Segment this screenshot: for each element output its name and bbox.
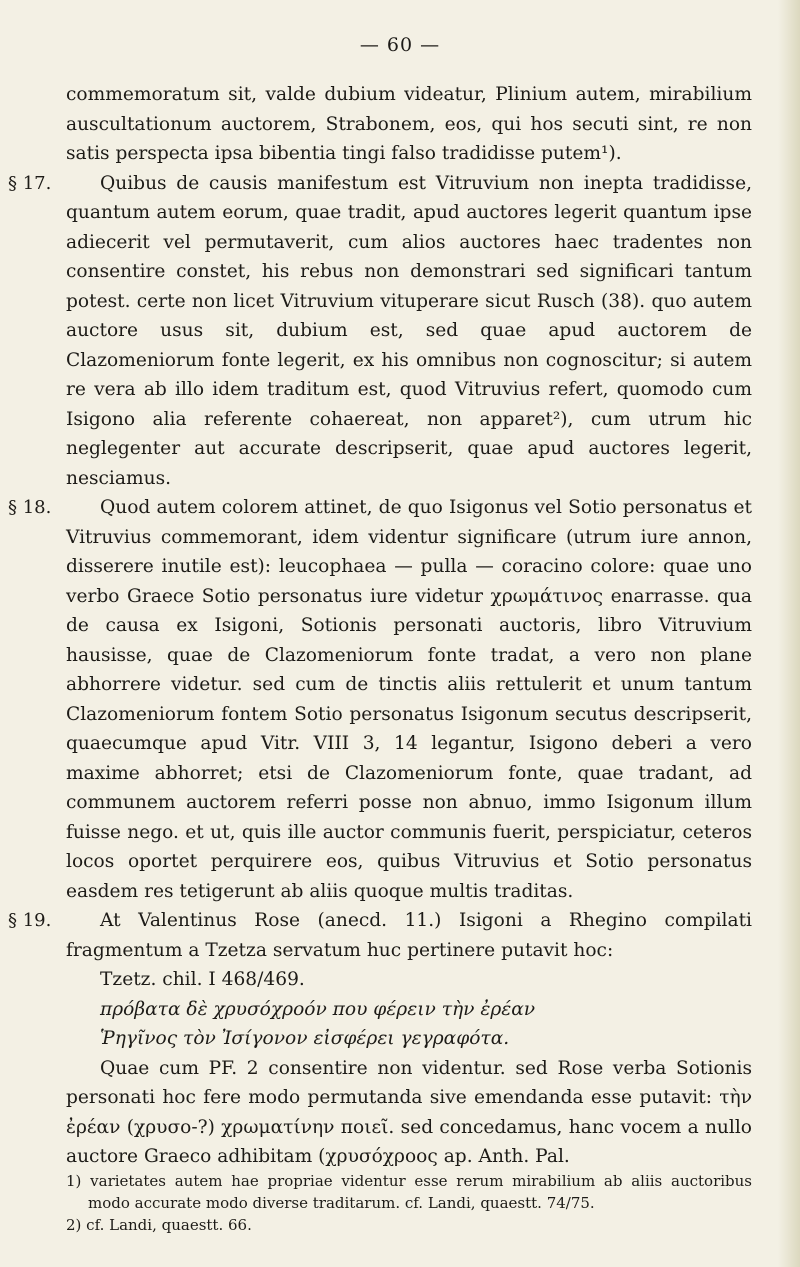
footnotes bbox=[66, 1170, 752, 1236]
page-number: — 60 — bbox=[359, 34, 441, 56]
section-number: § 19. bbox=[8, 910, 52, 931]
paragraph-section-19 bbox=[8, 906, 752, 965]
section-number: § 18. bbox=[8, 497, 52, 518]
greek-verse-line: πρόβατα δὲ χρυσόχροόν που φέρειν τὴν ἐρέαν bbox=[100, 998, 536, 1020]
footnote: 2) cf. Landi, quaestt. 66. bbox=[66, 1216, 252, 1234]
paragraph-text: Quod autem colorem attinet, de quo Isigonus vel Sotio personatus et Vitruvius commemorant, idem videntur significare (utrum iure annon, disserere inutile est): leucophaea — pulla — coracino colore: quae uno verbo Graece Sotio personatus iure videtur χρωμάτινος enarrasse. qua de causa ex Isigoni, Sotionis personati auctoris, libro Vitruvium hausisse, quae de Clazomeniorum fonte tradat, a vero non plane abhorrere videtur. sed cum de tinctis aliis rettulerit et unum tantum Clazomeniorum fontem Sotio personatus Isigonum secutus descripserit, quaecumque apud Vitr. VIII 3, 14 legantur, Isigono deberi a vero maxime abhorret; etsi de Clazomeniorum fonte, quae tradant, ad communem auctorem referri posse non abnuo, immo Isigonum illum fuisse nego. et ut, quis ille auctor communis fuerit, perspiciatur, ceteros locos oportet perquirere eos, quibus Vitruvius et Sotio personatus easdem res tetigerunt ab aliis quoque multis traditas. bbox=[66, 497, 752, 902]
paragraph-section-17 bbox=[8, 169, 752, 494]
paragraph-text: commemoratum sit, valde dubium videatur, Plinium autem, mirabilium auscultationum auctorem, Strabonem, eos, qui hos secuti sint, re non satis perspecta ipsa bibentia tingi falso tradidisse putem¹). bbox=[66, 84, 752, 164]
section-number: § 17. bbox=[8, 172, 52, 194]
paragraph-closing bbox=[66, 1054, 752, 1172]
paragraph-section-18 bbox=[8, 493, 752, 906]
greek-verse-line: Ῥηγῖνος τὸν Ἰσίγονον εἰσφέρει γεγραφότα. bbox=[100, 1028, 510, 1049]
main-text bbox=[8, 80, 752, 1172]
paragraph-text: At Valentinus Rose (anecd. 11.) Isigoni a Rhegino compilati fragmentum a Tzetza servatum huc pertinere putavit hoc: bbox=[66, 910, 752, 961]
paragraph-text: Quae cum PF. 2 consentire non videntur. sed Rose verba Sotionis personati hoc fere modo permutanda sive emendanda esse putavit: τὴν ἐρέαν (χρυσο-?) χρωματίνην ποιεῖ. sed concedamus, hanc vocem a nullo auctore Graeco adhibitam (χρυσόχροος ap. Anth. Pal. bbox=[66, 1057, 752, 1167]
footnote: 1) varietates autem hae propriae videntur esse rerum mirabilium ab aliis auctoribus modo accurate modo diverse traditarum. cf. Landi, quaestt. 74/75. bbox=[66, 1172, 752, 1212]
paragraph-text: Quibus de causis manifestum est Vitruvium non inepta tradidisse, quantum autem eorum, quae tradit, apud auctores legerit quantum ipse adiecerit vel permutaverit, cum alios auctores haec tradentes non consentire constet, his rebus non demonstrari sed significari tantum potest. certe non licet Vitruvium vituperare sicut Rusch (38). quo autem auctore usus sit, dubium est, sed quae apud auctorem de Clazomeniorum fonte legerit, ex his omnibus non cognoscitur; si autem re vera ab illo idem traditum est, quod Vitruvius refert, quomodo cum Isigono alia referente cohaereat, non apparet²), cum utrum hic neglegenter aut accurate descripserit, quae apud auctores legerit, nesciamus. bbox=[66, 172, 752, 489]
citation-line: Tzetz. chil. I 468/469. bbox=[100, 969, 305, 990]
page-edge-shadow bbox=[778, 0, 800, 1267]
paragraph-intro bbox=[66, 80, 752, 169]
